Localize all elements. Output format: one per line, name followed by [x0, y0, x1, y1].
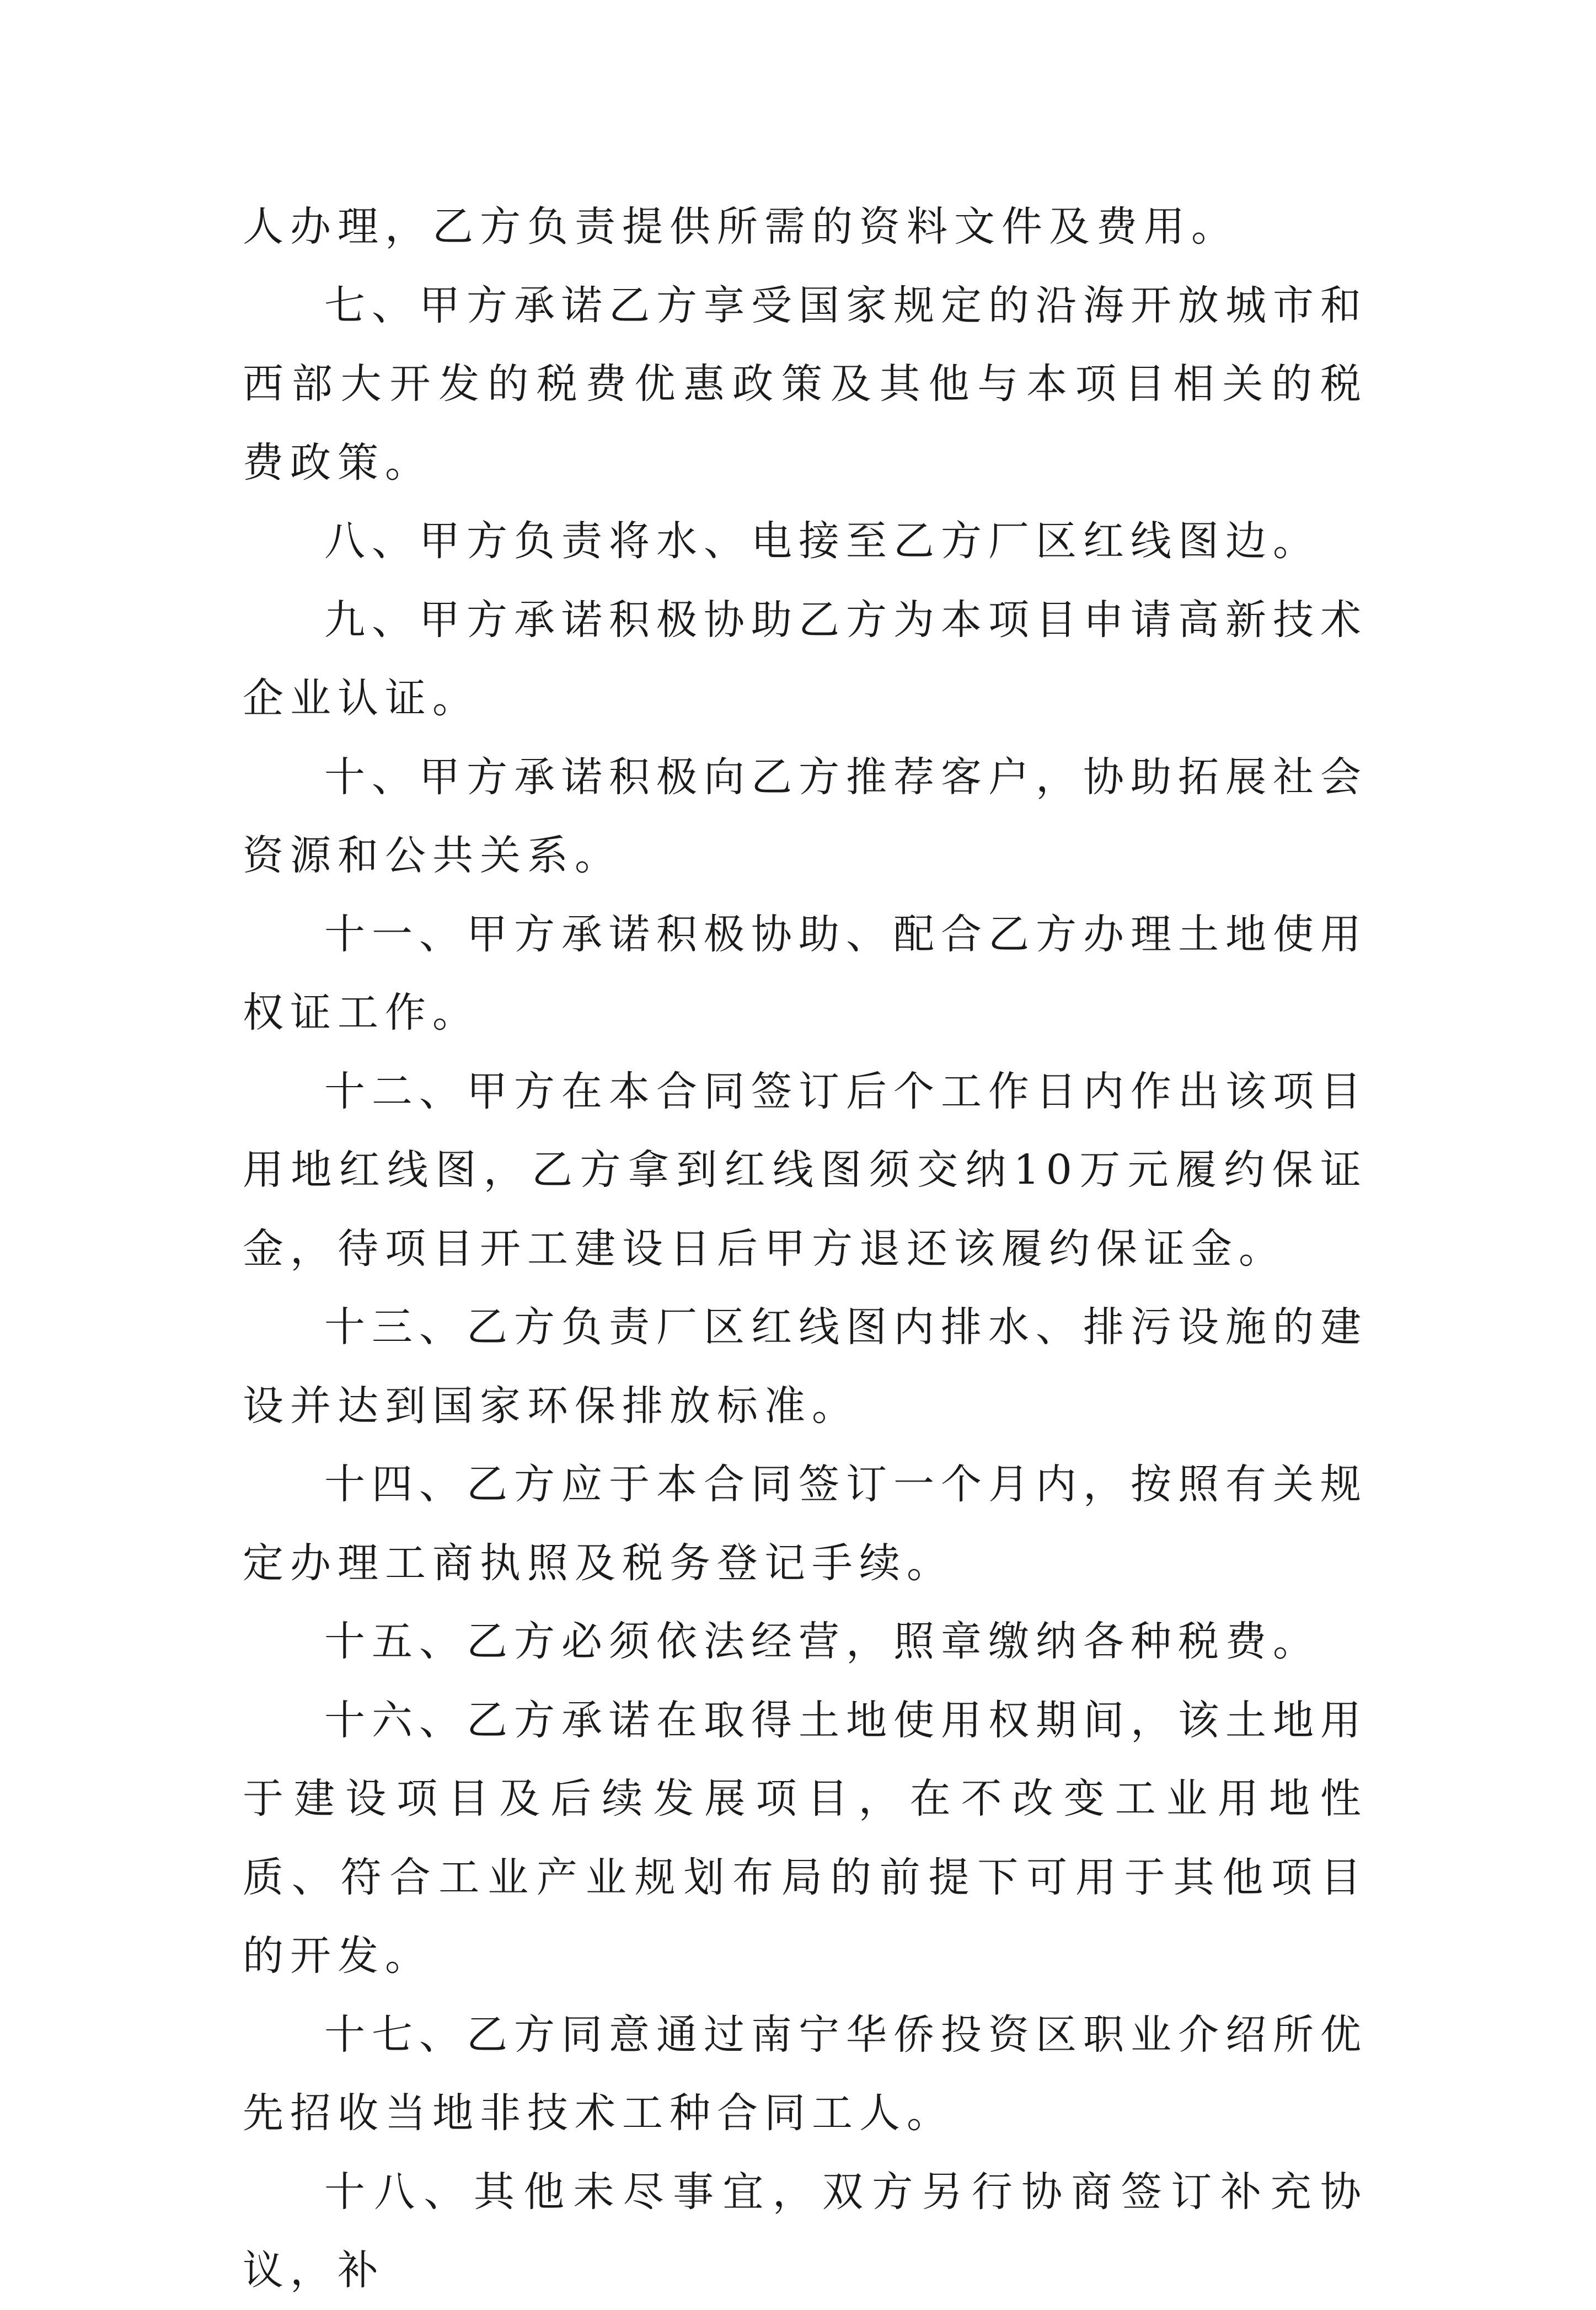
clause-13: 十三、乙方负责厂区红线图内排水、排污设施的建设并达到国家环保排放标准。: [243, 1303, 1368, 1430]
clause-7: 七、甲方承诺乙方享受国家规定的沿海开放城市和西部大开发的税费优惠政策及其他与本项目相关的税费政策。: [243, 281, 1368, 486]
clause-14: 十四、乙方应于本合同签订一个月内，按照有关规定办理工商执照及税务登记手续。: [243, 1461, 1368, 1587]
clause-18: 十八、其他未尽事宜，双方另行协商签订补充协议，补: [243, 2168, 1368, 2294]
clause-10: 十、甲方承诺积极向乙方推荐客户，协助拓展社会资源和公共关系。: [243, 753, 1368, 879]
clause-17: 十七、乙方同意通过南宁华侨投资区职业介绍所优先招收当地非技术工种合同工人。: [243, 2010, 1368, 2137]
clause-15: 十五、乙方必须依法经营，照章缴纳各种税费。: [324, 1618, 1320, 1665]
document-body: [243, 188, 1368, 2310]
paragraph-continuation: 人办理，乙方负责提供所需的资料文件及费用。: [243, 203, 1239, 250]
clause-8: 八、甲方负责将水、电接至乙方厂区红线图边。: [324, 517, 1320, 565]
clause-11: 十一、甲方承诺积极协助、配合乙方办理土地使用权证工作。: [243, 910, 1368, 1036]
clause-12: 十二、甲方在本合同签订后个工作日内作出该项目用地红线图，乙方拿到红线图须交纳10万元履约保证金，待项目开工建设日后甲方退还该履约保证金。: [243, 1067, 1368, 1272]
clause-9: 九、甲方承诺积极协助乙方为本项目申请高新技术企业认证。: [243, 596, 1368, 722]
clause-16: 十六、乙方承诺在取得土地使用权期间，该土地用于建设项目及后续发展项目，在不改变工业用地性质、符合工业产业规划布局的前提下可用于其他项目的开发。: [243, 1696, 1368, 1980]
